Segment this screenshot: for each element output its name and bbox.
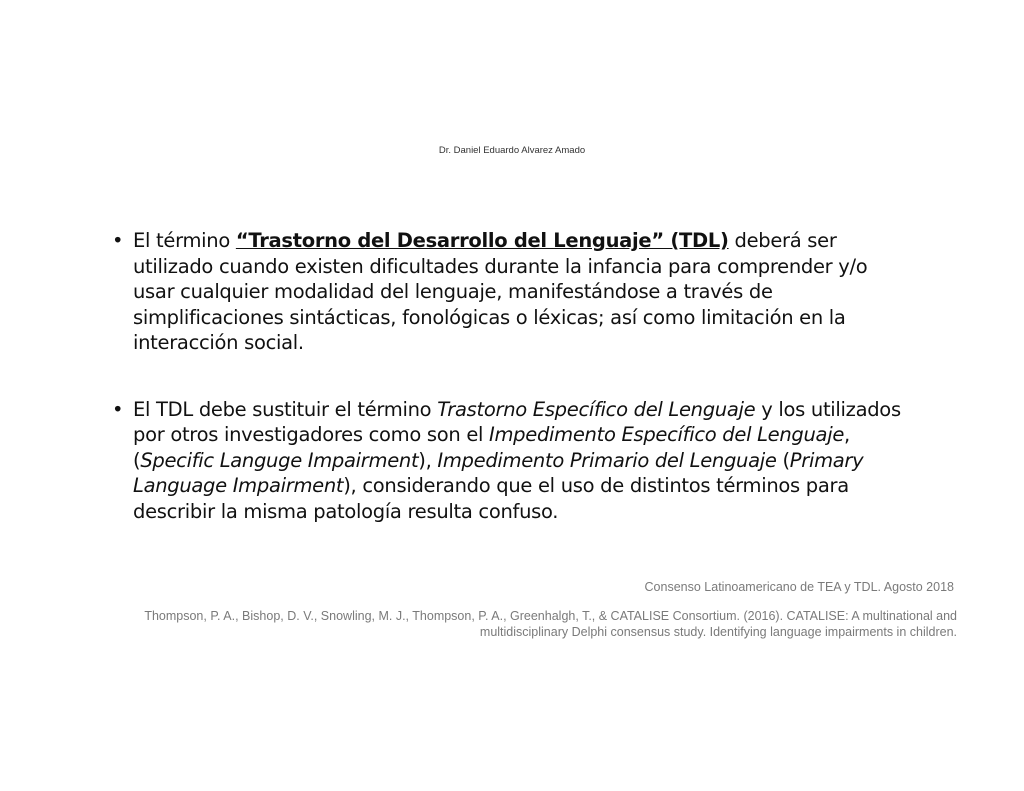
bullet-icon: • <box>112 229 124 252</box>
bullet1-term: “Trastorno del Desarrollo del Lenguaje” (TDL) <box>235 229 729 252</box>
reference-line-2: multidisciplinary Delphi consensus study. Identifying language impairments in children. <box>479 625 957 639</box>
reference-line-1: Thompson, P. A., Bishop, D. V., Snowling, M. J., Thompson, P. A., Greenhalgh, T., & CATALISE Consortium. (2016). CATALISE: A multinational and <box>144 609 957 623</box>
bullet-item-tdl-substitution <box>112 397 912 525</box>
bullet2-text-1: El TDL debe sustituir el término <box>133 397 438 421</box>
bullet-icon: • <box>112 397 124 421</box>
bullet2-text-6: ), considerando que el uso de distintos términos para describir la misma patología resulta confuso. <box>133 474 849 523</box>
bullet2-text-5: ( <box>776 448 790 472</box>
reference-citation <box>60 608 957 640</box>
bullet2-italic-1: Trastorno Específico del Lenguaje <box>437 397 756 421</box>
consensus-note: Consenso Latinoamericano de TEA y TDL. Agosto 2018 <box>644 580 954 594</box>
bullet2-italic-3: Specific Languge Impairment <box>140 448 419 472</box>
bullet2-italic-2: Impedimento Específico del Lenguaje <box>489 423 845 446</box>
bullet2-italic-5: Primary Language Impairment <box>133 448 864 497</box>
bullet2-text-2: y los utilizados por otros investigadores como son el <box>133 397 901 446</box>
author-header: Dr. Daniel Eduardo Alvarez Amado <box>438 145 586 156</box>
bullet1-lead: El término <box>133 229 236 252</box>
bullet-list <box>112 228 912 524</box>
bullet2-italic-4: Impedimento Primario del Lenguaje <box>437 448 777 472</box>
bullet2-text-4: ), <box>418 448 438 472</box>
bullet1-rest: deberá ser utilizado cuando existen dificultades durante la infancia para comprender y/o usar cualquier modalidad del lenguaje, manifestándose a través de simplificaciones sintácticas, fonológicas o léxicas; así como limitación en la interacción social. <box>133 229 868 354</box>
bullet2-text-3: , ( <box>133 423 850 472</box>
bullet-item-tdl-definition <box>112 228 912 356</box>
